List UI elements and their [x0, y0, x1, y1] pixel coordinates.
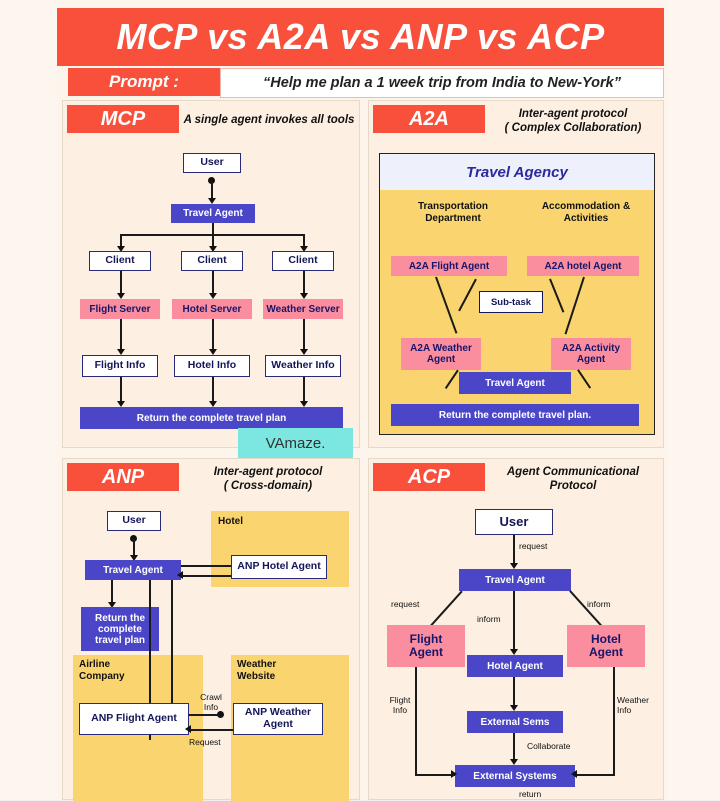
panel-caption-mcp-text: A single agent invokes all tools — [183, 114, 355, 126]
page-title-text: MCP vs A2A vs ANP vs ACP — [116, 16, 605, 57]
edge-server2-info2 — [212, 319, 214, 351]
edge-sems-systems — [513, 733, 515, 761]
edge-client2-server2 — [212, 271, 214, 295]
node-a2a-flight-agent-label: A2A Flight Agent — [408, 260, 490, 272]
node-acp-travel-agent — [459, 569, 571, 591]
node-client-2-label: Client — [197, 254, 227, 267]
panel-a2a — [368, 100, 664, 448]
node-anp-user-label: User — [122, 514, 146, 527]
prompt-label-text: Prompt : — [109, 72, 179, 91]
group-weather-line1: Weather — [237, 659, 277, 670]
edge-info3-result — [303, 377, 305, 403]
edge-label-weather-info-line2: Info — [617, 705, 632, 715]
edge-label-request-top-text: request — [519, 541, 548, 551]
node-travel-agent-label: Travel Agent — [183, 208, 243, 219]
edge-hotelagent-sems — [513, 677, 515, 707]
node-anp-return-plan — [81, 607, 159, 651]
node-external-sems-label: External Sems — [480, 716, 550, 728]
edge-label-inform-left-text: inform — [477, 614, 501, 624]
edge-weather-flight-h — [189, 729, 233, 731]
node-acp-user — [475, 509, 553, 535]
edge-label-request-text: Request — [189, 737, 221, 747]
edge-flight-info-down — [415, 667, 417, 775]
edge-flight-info-h — [415, 774, 455, 776]
group-transportation-line1: Transportation — [417, 201, 488, 212]
node-anp-return-line2: complete — [98, 623, 142, 635]
arrow-left-icon — [571, 770, 577, 778]
node-hotel-info-label: Hotel Info — [187, 359, 237, 372]
panel-caption-acp-line1: Agent Communicational — [506, 466, 640, 478]
node-mcp-result — [80, 407, 343, 429]
node-acp-flight-agent-line2: Agent — [409, 645, 443, 659]
node-external-sems — [467, 711, 563, 733]
node-travel-agent — [171, 204, 255, 223]
group-weather-website-label — [237, 659, 276, 683]
edge-label-request-top — [519, 541, 547, 551]
group-transportation-label — [393, 201, 513, 225]
node-a2a-travel-agent-label: Travel Agent — [485, 377, 545, 389]
node-anp-user — [107, 511, 161, 531]
node-user-label: User — [200, 156, 224, 169]
node-a2a-travel-agent — [459, 372, 571, 394]
edge-info2-result — [212, 377, 214, 403]
node-anp-flight-agent-label: ANP Flight Agent — [91, 712, 177, 725]
panel-caption-mcp — [181, 113, 357, 127]
edge-server3-info3 — [303, 319, 305, 351]
node-weather-server-label: Weather Server — [266, 303, 340, 315]
group-airline-label — [79, 659, 125, 683]
node-anp-return-line3: travel plan — [94, 634, 146, 646]
edge-label-inform-right — [587, 599, 611, 609]
panel-tag-acp-text: ACP — [407, 465, 451, 488]
panel-caption-acp — [485, 465, 661, 493]
panel-caption-a2a-line2: ( Complex Collaboration) — [504, 122, 642, 134]
edge-client3-server3 — [303, 271, 305, 295]
node-acp-hotel-agent-pink-line2: Agent — [589, 645, 623, 659]
node-flight-info-label: Flight Info — [94, 359, 146, 372]
edge-label-weather-info-line1: Weather — [617, 695, 649, 705]
edge-label-weather-info — [617, 695, 659, 715]
group-accommodation-line2: Activities — [563, 213, 609, 224]
edge-agent-hotel-out — [181, 565, 233, 567]
edge-label-crawl-line1: Crawl — [200, 692, 222, 702]
edge-label-request — [189, 737, 221, 747]
node-client-1-label: Client — [105, 254, 135, 267]
panel-caption-a2a — [485, 107, 661, 135]
node-client-3-label: Client — [288, 254, 318, 267]
node-external-systems — [455, 765, 575, 787]
node-a2a-weather-agent — [401, 338, 481, 370]
edge-acp-user-agent — [513, 535, 515, 565]
node-flight-server — [80, 299, 160, 319]
node-flight-server-label: Flight Server — [89, 303, 151, 315]
prompt-label — [68, 68, 220, 96]
edge-label-crawl-info — [191, 692, 231, 712]
edge-label-request-left — [391, 599, 419, 609]
edge-label-request-left-text: request — [391, 599, 420, 609]
node-hotel-info — [174, 355, 250, 377]
node-anp-weather-agent-line2: Agent — [263, 718, 293, 730]
node-hotel-server — [172, 299, 252, 319]
edge-label-collaborate-text: Collaborate — [527, 741, 571, 751]
panel-tag-mcp-text: MCP — [100, 107, 146, 130]
watermark — [238, 428, 353, 458]
node-weather-server — [263, 299, 343, 319]
edge-agent-return — [111, 580, 113, 604]
edge-weather-info-down — [613, 667, 615, 775]
panel-caption-anp — [179, 465, 357, 493]
node-a2a-weather-agent-line1: A2A Weather — [410, 343, 472, 354]
node-weather-info — [265, 355, 341, 377]
node-a2a-activity-agent — [551, 338, 631, 370]
panel-tag-anp-text: ANP — [101, 465, 145, 488]
arrow-right-icon — [451, 770, 457, 778]
edge-server1-info1 — [120, 319, 122, 351]
edge-info1-result — [120, 377, 122, 403]
panel-caption-a2a-line1: Inter-agent protocol — [518, 108, 628, 120]
group-transportation-line2: Department — [425, 213, 481, 224]
panel-tag-a2a-text: A2A — [408, 107, 449, 130]
node-client-3 — [272, 251, 334, 271]
panel-tag-anp — [67, 463, 179, 491]
node-a2a-activity-agent-line2: Agent — [576, 354, 606, 365]
node-client-1 — [89, 251, 151, 271]
group-airline-line2: Company — [79, 671, 125, 682]
arrow-left-icon — [185, 725, 191, 733]
watermark-text: VAmaze. — [265, 434, 326, 452]
edge-label-crawl-line2: Info — [203, 702, 219, 712]
panel-caption-anp-line2: ( Cross-domain) — [223, 480, 313, 492]
edge-travel-hotelagent — [513, 591, 515, 651]
node-anp-travel-agent-label: Travel Agent — [103, 564, 163, 576]
node-acp-flight-agent-line1: Flight — [409, 631, 443, 646]
arrow-left-icon — [177, 571, 183, 579]
node-acp-flight-agent — [387, 625, 465, 667]
node-anp-travel-agent — [85, 560, 181, 580]
node-a2a-result-label: Return the complete travel plan. — [438, 409, 592, 421]
node-anp-weather-agent-line1: ANP Weather — [244, 706, 312, 719]
edge-label-return-text: return — [519, 789, 542, 799]
node-acp-travel-agent-label: Travel Agent — [485, 574, 545, 586]
edge-weather-info-h — [575, 774, 615, 776]
node-external-systems-label: External Systems — [473, 770, 557, 782]
node-a2a-hotel-agent — [527, 256, 639, 276]
edge-flight-weather-h — [189, 714, 219, 716]
node-anp-weather-agent — [233, 703, 323, 735]
node-user — [183, 153, 241, 173]
panel-caption-anp-line1: Inter-agent protocol — [213, 466, 323, 478]
node-anp-hotel-agent — [231, 555, 327, 579]
node-subtask — [479, 291, 543, 313]
node-acp-hotel-agent-pink — [567, 625, 645, 667]
edge-label-flight-info — [383, 695, 417, 715]
group-weather-line2: Website — [237, 671, 276, 682]
node-mcp-result-label: Return the complete travel plan — [136, 412, 287, 424]
panel-mcp — [62, 100, 360, 448]
node-acp-user-label: User — [499, 513, 529, 529]
edge-label-flight-info-line2: Info — [392, 705, 408, 715]
edge-hotel-agent-in — [181, 575, 233, 577]
edge-client1-server1 — [120, 271, 122, 295]
node-anp-flight-agent — [79, 703, 189, 735]
prompt-value — [220, 68, 664, 98]
group-airline-line1: Airline — [79, 659, 111, 670]
edge-label-inform-left — [477, 614, 501, 624]
group-accommodation-line1: Accommodation & — [541, 201, 631, 212]
group-hotel-label — [218, 516, 243, 528]
node-anp-hotel-agent-label: ANP Hotel Agent — [237, 560, 321, 573]
node-weather-info-label: Weather Info — [271, 359, 335, 372]
edge-agent-flight-down — [171, 580, 173, 714]
group-hotel-text: Hotel — [218, 516, 243, 527]
node-a2a-result — [391, 404, 639, 426]
travel-agency-title — [380, 154, 654, 190]
panel-acp — [368, 458, 664, 800]
node-anp-return-line1: Return the — [95, 612, 145, 624]
node-acp-hotel-agent-pink-line1: Hotel — [591, 631, 621, 646]
prompt-value-text: “Help me plan a 1 week trip from India to New-York” — [262, 75, 621, 91]
node-a2a-hotel-agent-label: A2A hotel Agent — [544, 260, 622, 272]
node-hotel-server-label: Hotel Server — [182, 303, 242, 315]
edge-label-collaborate — [527, 741, 570, 751]
panel-anp — [62, 458, 360, 800]
node-client-2 — [181, 251, 243, 271]
panel-caption-acp-line2: Protocol — [549, 480, 597, 492]
panel-tag-acp — [373, 463, 485, 491]
node-flight-info — [82, 355, 158, 377]
edge-label-inform-right-text: inform — [587, 599, 611, 609]
panel-tag-a2a — [373, 105, 485, 133]
group-accommodation-label — [524, 201, 648, 225]
node-a2a-flight-agent — [391, 256, 507, 276]
node-subtask-label: Sub-task — [490, 296, 532, 308]
node-a2a-weather-agent-line2: Agent — [426, 354, 456, 365]
panel-tag-mcp — [67, 105, 179, 133]
node-acp-hotel-agent — [467, 655, 563, 677]
page-title — [57, 8, 664, 66]
edge-label-flight-info-line1: Flight — [389, 695, 411, 705]
travel-agency-title-text: Travel Agency — [466, 163, 568, 181]
edge-label-return — [519, 789, 541, 799]
node-acp-hotel-agent-label: Hotel Agent — [487, 660, 543, 672]
node-a2a-activity-agent-line1: A2A Activity — [561, 343, 621, 354]
